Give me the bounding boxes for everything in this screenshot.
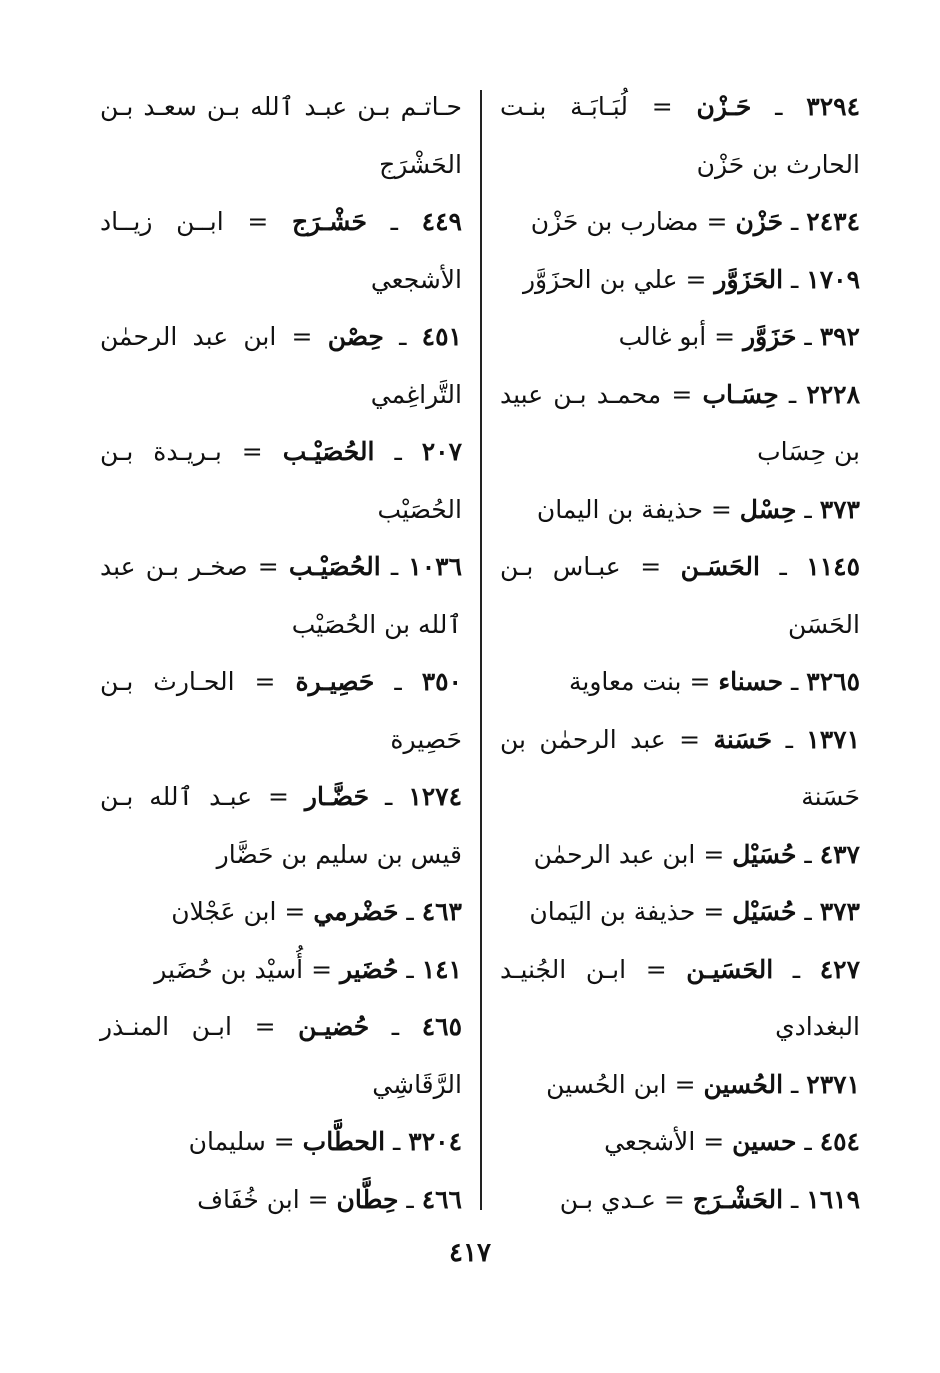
entry-number: ٣٥٠ (421, 667, 462, 696)
entry-heading: الحُصَيْـب (282, 437, 375, 466)
entry-number: ٣٢٠٤ (408, 1127, 462, 1156)
entry-reference: بـريـدة بـن الحُصَيْب (100, 437, 462, 524)
entry-heading: الحَسَـن (680, 552, 760, 581)
entry-heading: حَضْرمي (313, 897, 399, 926)
entry-reference: حذيفة بن اليَمان (529, 897, 696, 926)
entry-number: ١٤١ (421, 954, 462, 984)
entry-number: ١٦١٩ (806, 1184, 860, 1214)
index-entry: ١١٤٥ ـ الحَسَـن = عبـاس بـن الحَسَن (500, 552, 861, 639)
entry-reference: علي بن الحزَوَّر (522, 264, 678, 294)
entry-heading: الحُسين (703, 1069, 784, 1099)
index-entry-continued (100, 78, 462, 193)
entry-number: ٣٢٩٤ (806, 92, 860, 121)
index-entry: ١٦١٩ ـ الحَشْـرَج = عـدي بـن (559, 1184, 860, 1214)
entry-reference: ابــن زيــاد الأشجعي (100, 207, 462, 294)
entry-heading: حَزَوَّر (743, 322, 797, 351)
index-entry: ٣٢٦٥ ـ حسناء = بنت معاوية (569, 667, 860, 696)
entry-reference: لُبَـابَـة بنـت الحارث بن حَزْن (500, 92, 860, 179)
index-entry: ٢٤٣٤ ـ حَزْن = مضارب بن حَزْن (530, 207, 860, 236)
entry-heading: الحَزَوَّر (714, 264, 784, 294)
entry-heading: حَضَّـار (304, 782, 370, 811)
entry-heading: الحُصَيْـب (288, 552, 381, 581)
entry-number: ٢٣٧١ (806, 1069, 860, 1099)
entry-number: ١٠٣٦ (408, 552, 463, 581)
index-entry: ٤٥١ ـ حِصْن = ابن عبد الرحمٰن التَّراغِمي (100, 322, 462, 409)
index-entry: ٢٣٧١ ـ الحُسين = ابن الحُسين (546, 1069, 860, 1099)
entry-number: ٣٩٢ (819, 322, 860, 351)
entry-reference: ابـن الجُنيـد البغدادي (500, 954, 860, 1041)
entry-heading: حَسَنة (713, 724, 773, 754)
index-entry: ١٠٣٦ ـ الحُصَيْـب = صخـر بـن عبد ٱلله بن الحُصَيْب (100, 552, 463, 639)
index-entry: ١٧٠٩ ـ الحَزَوَّر = علي بن الحزَوَّر (522, 264, 860, 294)
index-entry: ٣٢٩٤ ـ حَـزْن = لُبَـابَـة بنـت الحارث بن حَزْن (500, 92, 860, 179)
entry-number: ٢٢٢٨ (806, 379, 861, 409)
entry-number: ٢٤٣٤ (806, 207, 860, 236)
entry-heading: حسين (732, 1127, 797, 1156)
entry-number: ١٢٧٤ (408, 782, 463, 811)
page-number: ٤١٧ (449, 1238, 491, 1268)
index-entry: ٤٢٧ ـ الحَسَيـن = ابـن الجُنيـد البغدادي (500, 954, 861, 1041)
entry-number: ١١٤٥ (806, 552, 861, 581)
entry-reference: حـاتـم بـن عبـد ٱلله بـن سعـد بـن الحَشْرَج (100, 92, 462, 179)
entry-heading: حَشْـرَج (291, 207, 367, 236)
index-entry: ٣٥٠ ـ حَصِيـرة = الحـارث بـن حَصِيرة (100, 667, 462, 754)
entry-number: ٤٦٣ (421, 897, 462, 926)
entry-heading: حسناء (718, 667, 784, 696)
entry-heading: الحَشْـرَج (692, 1184, 784, 1214)
index-entry: ١٤١ ـ حُضَير = أُسيْد بن حُضَير (154, 954, 462, 984)
entry-reference: عبد الرحمٰن بن حَسَنة (500, 724, 860, 811)
entry-reference: ابن خُفَاف (197, 1184, 300, 1214)
index-entry: ١٣٧١ ـ حَسَنة = عبد الرحمٰن بن حَسَنة (500, 724, 861, 811)
entry-reference: سليمان (188, 1127, 266, 1156)
entry-number: ٤٤٩ (421, 207, 462, 236)
index-entry: ١٢٧٤ ـ حَضَّـار = عبـد ٱلله بـن قيس بن سليم بن حَضَّار (100, 782, 463, 869)
entry-reference: عبـاس بـن الحَسَن (500, 552, 860, 639)
entry-reference: أُسيْد بن حُضَير (154, 954, 304, 984)
entry-number: ٤٢٧ (819, 954, 861, 984)
index-entry: ٢٢٢٨ ـ حِسَـاب = محمـد بـن عبيد بن حِسَاب (500, 379, 861, 466)
index-entry: ٤٦٦ ـ حِطَّان = ابن خُفَاف (197, 1184, 462, 1214)
entry-heading: الحَسَيـن (686, 954, 774, 984)
entry-reference: حذيفة بن اليمان (536, 494, 703, 524)
entry-number: ٣٧٣ (819, 494, 860, 524)
index-entry: ٤٤٩ ـ حَشْـرَج = ابــن زيــاد الأشجعي (100, 207, 462, 294)
entry-number: ٤٥١ (421, 322, 462, 351)
entry-number: ٢٠٧ (421, 437, 463, 466)
entry-heading: حُسَيْل (732, 897, 797, 926)
entry-reference: أبو غالب (618, 322, 707, 351)
left-column (100, 78, 462, 1228)
entry-heading: حِسَـاب (702, 379, 779, 409)
index-entry: ٢٠٧ ـ الحُصَيْـب = بـريـدة بـن الحُصَيْب (100, 437, 463, 524)
entry-reference: صخـر بـن عبد ٱلله بن الحُصَيْب (100, 552, 462, 639)
index-entry: ٣٢٠٤ ـ الحطَّاب = سليمان (188, 1127, 462, 1156)
entry-number: ٤٦٥ (421, 1012, 463, 1041)
index-entry: ٤٦٥ ـ حُضيـن = ابـن المنـذر الرَّقَاشِي (100, 1012, 463, 1099)
entry-reference: ابن عبد الرحمٰن (533, 839, 696, 869)
entry-reference: الحـارث بـن حَصِيرة (100, 667, 462, 754)
index-entry: ٤٣٧ ـ حُسَيْل = ابن عبد الرحمٰن (533, 839, 860, 869)
index-entry: ٤٦٣ ـ حَضْرمي = ابن عَجْلان (171, 897, 462, 926)
entry-number: ١٣٧١ (806, 724, 861, 754)
index-entry: ٣٩٢ ـ حَزَوَّر = أبو غالب (618, 322, 860, 351)
index-entry: ٤٥٤ ـ حسين = الأشجعي (604, 1127, 860, 1156)
right-column (500, 78, 860, 1228)
entry-heading: حَـزْن (696, 92, 752, 121)
column-divider (480, 90, 482, 1210)
entry-reference: محمـد بـن عبيد بن حِسَاب (500, 379, 860, 466)
entry-heading: الحطَّاب (302, 1127, 386, 1156)
entry-reference: ابن الحُسين (546, 1069, 667, 1099)
index-entry: ٣٧٣ ـ حُسَيْل = حذيفة بن اليَمان (529, 897, 860, 926)
entry-number: ٣٢٦٥ (806, 667, 860, 696)
entry-number: ٤٣٧ (819, 839, 860, 869)
entry-number: ٤٦٦ (421, 1184, 462, 1214)
entry-heading: حُضَير (339, 954, 399, 984)
entry-reference: مضارب بن حَزْن (530, 207, 699, 236)
entry-reference: عـدي بـن (559, 1184, 656, 1214)
entry-heading: حَزْن (735, 207, 784, 236)
entry-reference: ابن عَجْلان (171, 897, 277, 926)
entry-number: ٣٧٣ (819, 897, 860, 926)
entry-number: ١٧٠٩ (806, 264, 860, 294)
entry-heading: حِسْل (739, 494, 797, 524)
entry-reference: ابـن المنـذر الرَّقَاشِي (100, 1012, 462, 1099)
index-entry: ٣٧٣ ـ حِسْل = حذيفة بن اليمان (536, 494, 860, 524)
entry-heading: حُسَيْل (732, 839, 797, 869)
entry-heading: حَصِيـرة (295, 667, 375, 696)
entry-number: ٤٥٤ (819, 1127, 860, 1156)
entry-heading: حِطَّان (336, 1184, 399, 1214)
entry-heading: حُضيـن (298, 1012, 370, 1041)
entry-reference: الأشجعي (604, 1127, 696, 1156)
entry-reference: بنت معاوية (569, 667, 682, 696)
entry-reference: ابن عبد الرحمٰن التَّراغِمي (100, 322, 462, 409)
entry-reference: عبـد ٱلله بـن قيس بن سليم بن حَضَّار (100, 782, 462, 869)
entry-heading: حِصْن (327, 322, 384, 351)
